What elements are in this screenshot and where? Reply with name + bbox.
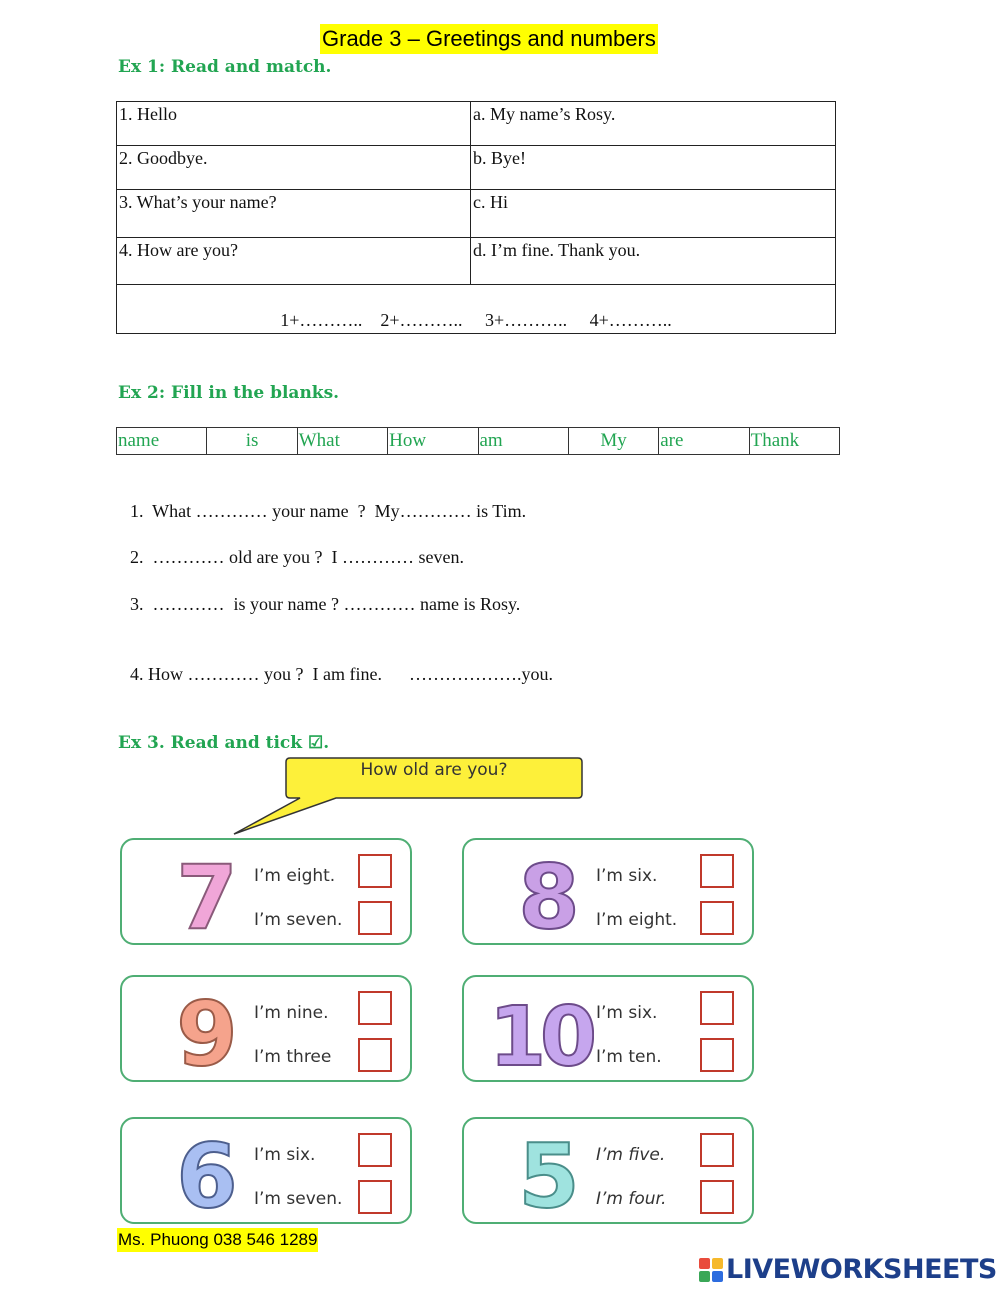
- word-bank-item: are: [659, 428, 749, 455]
- fill-sentence-2[interactable]: 2. ………… old are you ? I ………… seven.: [130, 547, 464, 567]
- ex2-heading: Ex 2: Fill in the blanks.: [118, 383, 340, 403]
- word-bank-item: Thank: [749, 428, 839, 455]
- match-right-cell: d. I’m fine. Thank you.: [471, 238, 836, 285]
- option-label: I’m three: [254, 1047, 332, 1067]
- option-label: I’m six.: [596, 1003, 658, 1023]
- age-card: [120, 838, 412, 945]
- table-row: [117, 285, 836, 334]
- fill-sentence-3[interactable]: 3. ………… is your name ? ………… name is Rosy.: [130, 594, 521, 614]
- tick-box[interactable]: [700, 1180, 734, 1214]
- option-label: I’m six.: [254, 1145, 316, 1165]
- word-bank-item: name: [117, 428, 207, 455]
- teacher-contact: Ms. Phuong 038 546 1289: [117, 1228, 318, 1252]
- tick-box[interactable]: [358, 1038, 392, 1072]
- match-left-cell: 4. How are you?: [117, 238, 471, 285]
- tick-box[interactable]: [358, 1180, 392, 1214]
- number-ten-icon: [486, 989, 594, 1071]
- table-row: [117, 238, 836, 285]
- number-graphic: 9: [176, 989, 238, 1071]
- age-card: [120, 975, 412, 1082]
- match-table: [116, 101, 836, 334]
- option-label: I’m nine.: [254, 1003, 329, 1023]
- liveworksheets-logo-icon: [698, 1257, 724, 1283]
- age-card: [462, 838, 754, 945]
- match-left-cell: 1. Hello: [117, 102, 471, 146]
- ex1-heading: Ex 1: Read and match.: [118, 57, 332, 77]
- ex3-heading: Ex 3. Read and tick ☑.: [118, 733, 330, 753]
- age-card: [120, 1117, 412, 1224]
- option-label: I’m five.: [596, 1145, 666, 1165]
- option-label: I’m eight.: [596, 910, 678, 930]
- match-left-cell: 2. Goodbye.: [117, 145, 471, 189]
- tick-box[interactable]: [700, 854, 734, 888]
- number-graphic: 8: [518, 852, 580, 934]
- option-label: I’m seven.: [254, 1189, 343, 1209]
- number-six-icon: [162, 1131, 252, 1213]
- word-bank-item: is: [207, 428, 297, 455]
- table-row: [117, 102, 836, 146]
- tick-box[interactable]: [358, 1133, 392, 1167]
- number-seven-icon: [162, 852, 252, 934]
- word-bank-item: What: [297, 428, 387, 455]
- option-label: I’m ten.: [596, 1047, 662, 1067]
- speech-bubble-text: How old are you?: [360, 760, 508, 780]
- fill-sentence-1[interactable]: 1. What ………… your name ? My………… is Tim.: [130, 501, 527, 521]
- match-answers[interactable]: 1+……….. 2+……….. 3+……….. 4+………..: [117, 285, 836, 334]
- option-label: I’m six.: [596, 866, 658, 886]
- number-graphic: 10: [488, 990, 592, 1071]
- table-row: [117, 189, 836, 238]
- number-five-icon: [504, 1131, 594, 1213]
- liveworksheets-logo[interactable]: [698, 1254, 997, 1285]
- tick-box[interactable]: [358, 901, 392, 935]
- option-label: I’m seven.: [254, 910, 343, 930]
- number-eight-icon: [504, 852, 594, 934]
- tick-box[interactable]: [700, 991, 734, 1025]
- tick-box[interactable]: [358, 991, 392, 1025]
- word-bank-item: How: [388, 428, 478, 455]
- number-graphic: 7: [176, 852, 238, 934]
- fill-sentence-4[interactable]: 4. How ………… you ? I am fine. ……………….you.: [130, 664, 553, 684]
- number-nine-icon: [162, 989, 252, 1071]
- word-bank: [116, 427, 840, 455]
- table-row: [117, 145, 836, 189]
- tick-box[interactable]: [700, 901, 734, 935]
- age-card: [462, 975, 754, 1082]
- word-bank-item: My: [568, 428, 658, 455]
- option-label: I’m four.: [596, 1189, 667, 1209]
- number-graphic: 5: [518, 1131, 580, 1213]
- tick-box[interactable]: [358, 854, 392, 888]
- match-right-cell: a. My name’s Rosy.: [471, 102, 836, 146]
- tick-box[interactable]: [700, 1038, 734, 1072]
- match-left-cell: 3. What’s your name?: [117, 189, 471, 238]
- match-right-cell: c. Hi: [471, 189, 836, 238]
- number-graphic: 6: [176, 1131, 238, 1213]
- word-bank-item: am: [478, 428, 568, 455]
- option-label: I’m eight.: [254, 866, 336, 886]
- age-card: [462, 1117, 754, 1224]
- match-right-cell: b. Bye!: [471, 145, 836, 189]
- tick-box[interactable]: [700, 1133, 734, 1167]
- worksheet-title: Grade 3 – Greetings and numbers: [320, 24, 658, 54]
- brand-name: LIVEWORKSHEETS: [726, 1254, 997, 1285]
